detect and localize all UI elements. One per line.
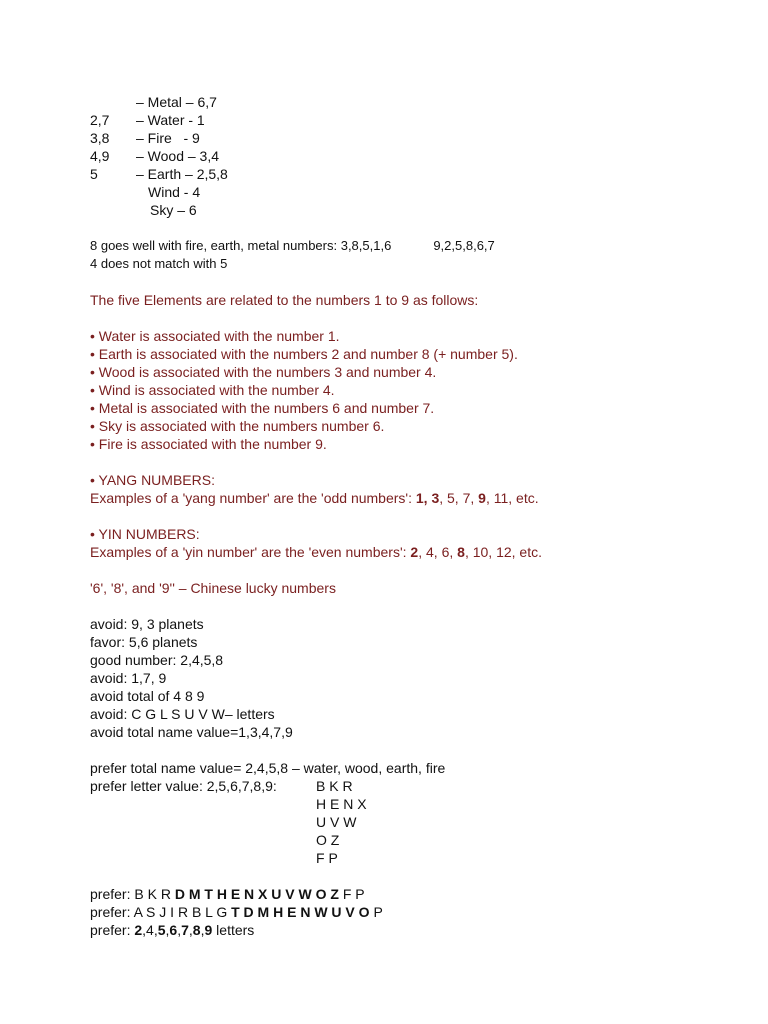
- note-line: 4 does not match with 5: [90, 256, 228, 271]
- list-item: • Wind is associated with the number 4.: [90, 382, 335, 398]
- prefer-bold: 6: [169, 922, 178, 938]
- element-row-number: 2,7: [90, 112, 110, 128]
- extra-element-row: [90, 201, 730, 219]
- prefer-line: [90, 921, 730, 939]
- prefer-bold: 8: [192, 922, 201, 938]
- yang-text: Examples of a 'yang number' are the 'odd numbers':: [90, 490, 416, 506]
- list-item: avoid: C G L S U V W– letters: [90, 706, 275, 722]
- prefer-plain: P: [369, 904, 383, 920]
- prefer-plain: ,: [165, 922, 170, 938]
- element-bullet-list: [90, 327, 730, 453]
- element-row-text: – Earth – 2,5,8: [136, 166, 228, 182]
- extra-element-text: Wind - 4: [148, 184, 201, 200]
- yang-text: , 5, 7,: [439, 490, 479, 506]
- yin-text: Examples of a 'yin number' are the 'even numbers':: [90, 544, 411, 560]
- element-row-text: – Water - 1: [136, 112, 205, 128]
- list-item: avoid: 9, 3 planets: [90, 616, 204, 632]
- prefer-bold: 5: [157, 922, 166, 938]
- prefer-letter-prefix: prefer letter value: 2,5,6,7,8,9:: [90, 778, 277, 794]
- prefer-letter-line: [90, 849, 730, 867]
- list-item: avoid total name value=1,3,4,7,9: [90, 724, 293, 740]
- list-item: • Metal is associated with the numbers 6 and number 7.: [90, 400, 435, 416]
- list-item: • Fire is associated with the number 9.: [90, 436, 327, 452]
- prefer-letter-group: H E N X: [316, 796, 367, 812]
- list-item: • Sky is associated with the numbers number 6.: [90, 418, 385, 434]
- prefer-label: prefer:: [90, 886, 135, 902]
- yin-bold: 2: [410, 544, 419, 560]
- list-item: • Wood is associated with the numbers 3 and number 4.: [90, 364, 437, 380]
- yin-bold: 8: [457, 544, 465, 560]
- note-line: [90, 237, 730, 255]
- list-item: • Water is associated with the number 1.: [90, 328, 340, 344]
- prefer-label: prefer:: [90, 904, 134, 920]
- yin-text: , 10, 12, etc.: [464, 544, 542, 560]
- prefer-letter-group: O Z: [316, 832, 340, 848]
- prefer-bold: 9: [204, 922, 213, 938]
- prefer-plain: A S J I R B L G: [133, 904, 232, 920]
- yin-text: , 4, 6,: [418, 544, 458, 560]
- prefer-total-line: prefer total name value= 2,4,5,8 – water, wood, earth, fire: [90, 760, 446, 776]
- element-row-number: 3,8: [90, 130, 110, 146]
- list-item: favor: 5,6 planets: [90, 634, 198, 650]
- extra-element-text: Sky – 6: [150, 202, 197, 218]
- prefer-bold: 2: [134, 922, 143, 938]
- prefer-bold: D M T H E N X U V W O Z: [174, 886, 339, 902]
- yang-heading: • YANG NUMBERS:: [90, 472, 215, 488]
- element-row-text: – Metal – 6,7: [136, 94, 217, 110]
- element-row: [90, 129, 730, 147]
- prefer-bold: 7: [181, 922, 189, 938]
- prefer-letter-line: [90, 777, 730, 795]
- element-row-number: 5: [90, 166, 98, 182]
- element-row: [90, 165, 730, 183]
- prefer-plain: F P: [338, 886, 365, 902]
- five-elements-heading: The five Elements are related to the numbers 1 to 9 as follows:: [90, 292, 479, 308]
- prefer-label: prefer:: [90, 922, 135, 938]
- list-item: avoid total of 4 8 9: [90, 688, 205, 704]
- element-row-text: – Fire - 9: [136, 130, 200, 146]
- extra-element-row: [90, 183, 730, 201]
- prefer-plain: ,: [177, 922, 182, 938]
- prefer-plain: ,4,: [142, 922, 158, 938]
- avoid-favor-list: [90, 615, 730, 741]
- element-row: [90, 111, 730, 129]
- element-row: [90, 147, 730, 165]
- prefer-plain: ,: [200, 922, 205, 938]
- prefer-letter-group: F P: [316, 850, 338, 866]
- prefer-letter-group: B K R: [316, 778, 353, 794]
- element-number-table: [90, 93, 730, 219]
- element-row: [90, 93, 730, 111]
- list-item: • Earth is associated with the numbers 2 and number 8 (+ number 5).: [90, 346, 518, 362]
- document-page: [90, 93, 730, 939]
- element-row-number: 4,9: [90, 148, 110, 164]
- list-item: avoid: 1,7, 9: [90, 670, 167, 686]
- prefer-plain: ,: [188, 922, 193, 938]
- yin-examples: [90, 543, 730, 561]
- list-item: good number: 2,4,5,8: [90, 652, 224, 668]
- prefer-letter-line: [90, 795, 730, 813]
- prefer-line: [90, 903, 730, 921]
- note-text: 8 goes well with fire, earth, metal numbers: 3,8,5,1,6: [90, 238, 392, 253]
- prefer-letter-line: [90, 813, 730, 831]
- yang-bold: 1, 3: [415, 490, 440, 506]
- prefer-letter-line: [90, 831, 730, 849]
- prefer-plain: B K R: [134, 886, 175, 902]
- yang-bold: 9: [478, 490, 486, 506]
- prefer-bold: T D M H E N W U V O: [231, 904, 370, 920]
- note-numbers: 9,2,5,8,6,7: [433, 238, 495, 253]
- prefer-plain: letters: [212, 922, 255, 938]
- prefer-line: [90, 885, 730, 903]
- prefer-letter-group: U V W: [316, 814, 357, 830]
- element-row-text: – Wood – 3,4: [136, 148, 220, 164]
- yang-text: , 11, etc.: [485, 490, 539, 506]
- yin-heading: • YIN NUMBERS:: [90, 526, 200, 542]
- lucky-numbers-line: '6', '8', and '9'' – Chinese lucky numbers: [90, 580, 336, 596]
- yang-examples: [90, 489, 730, 507]
